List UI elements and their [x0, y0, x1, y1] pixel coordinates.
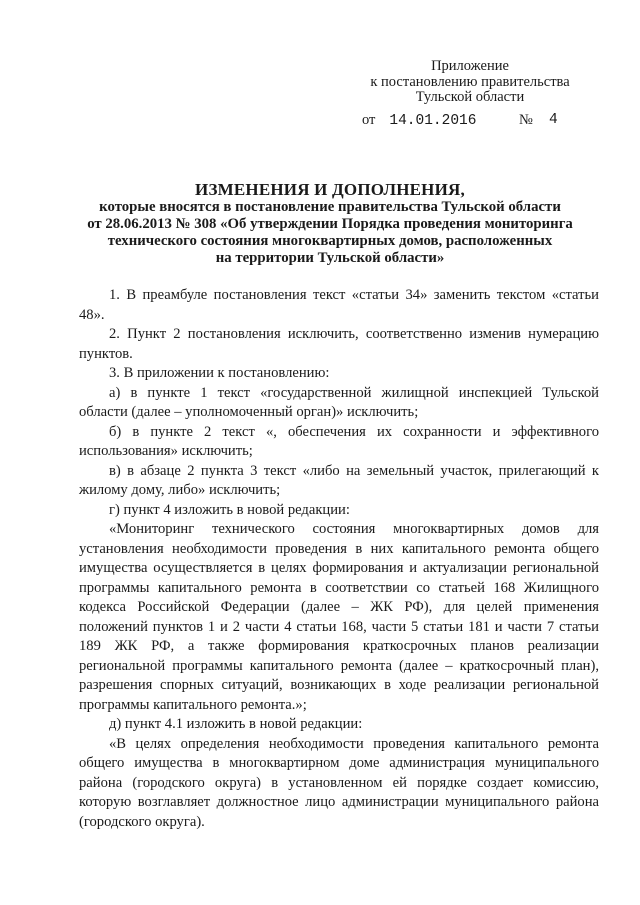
appendix-block: [345, 59, 595, 106]
paragraph-3a: а) в пункте 1 текст «государственной жилищной инспекцией Тульской области (далее – уполномоченный орган)» исключить;: [79, 384, 599, 420]
title-line-4: на территории Тульской области»: [215, 250, 445, 266]
appendix-line-3: Тульской области: [415, 89, 525, 105]
title-main: ИЗМЕНЕНИЯ И ДОПОЛНЕНИЯ,: [195, 180, 465, 199]
title-line-2: от 28.06.2013 № 308 «Об утверждении Порядка проведения мониторинга: [87, 216, 573, 232]
date-label: от: [362, 112, 376, 128]
number-value: 4: [549, 112, 558, 128]
document-title: [80, 180, 580, 267]
paragraph-3b: б) в пункте 2 текст «, обеспечения их сохранности и эффективного использования» исключить;: [79, 423, 599, 459]
document-body: [79, 286, 599, 832]
paragraph-quote-4: «Мониторинг технического состояния многоквартирных домов для установления необходимости проведения в них капитального ремонта общего имущества осуществляется в целях формирования и актуализации региональной программы капитального ремонта в соответствии со статьей 168 Жилищного кодекса Российской Федерации (далее – ЖК РФ), для целей применения положений пунктов 1 и 2 части 4 статьи 168, части 5 статьи 181 и части 7 статьи 189 ЖК РФ, а также формирования краткосрочных планов реализации региональной программы капитального ремонта (далее – краткосрочный план), разрешения спорных ситуаций, возникающих в ходе реализации региональной программы капитального ремонта.»;: [79, 521, 599, 713]
title-line-1: которые вносятся в постановление правительства Тульской области: [99, 199, 561, 215]
appendix-line-1: Приложение: [431, 58, 509, 74]
paragraph-quote-4-1: «В целях определения необходимости проведения капитального ремонта общего имущества в многоквартирном доме администрация муниципального района (городского округа) в установленном ей порядке создает комиссию, которую возглавляет должностное лицо администрации муниципального района (городского округа).: [79, 735, 599, 830]
paragraph-3g: г) пункт 4 изложить в новой редакции:: [109, 501, 350, 518]
title-line-3: технического состояния многоквартирных домов, расположенных: [107, 233, 553, 249]
date-value: 14.01.2016: [389, 113, 477, 129]
appendix-line-2: к постановлению правительства: [370, 73, 570, 90]
paragraph-3: 3. В приложении к постановлению:: [109, 365, 330, 381]
paragraph-3v: в) в абзаце 2 пункта 3 текст «либо на земельный участок, прилегающий к жилому дому, либо» исключить;: [79, 462, 599, 498]
paragraph-1: 1. В преамбуле постановления текст «статьи 34» заменить текстом «статьи 48».: [79, 287, 599, 323]
date-number-line: [362, 112, 612, 129]
paragraph-2: 2. Пункт 2 постановления исключить, соответственно изменив нумерацию пунктов.: [79, 326, 599, 362]
paragraph-3d: д) пункт 4.1 изложить в новой редакции:: [109, 716, 363, 732]
number-label: №: [519, 112, 533, 128]
